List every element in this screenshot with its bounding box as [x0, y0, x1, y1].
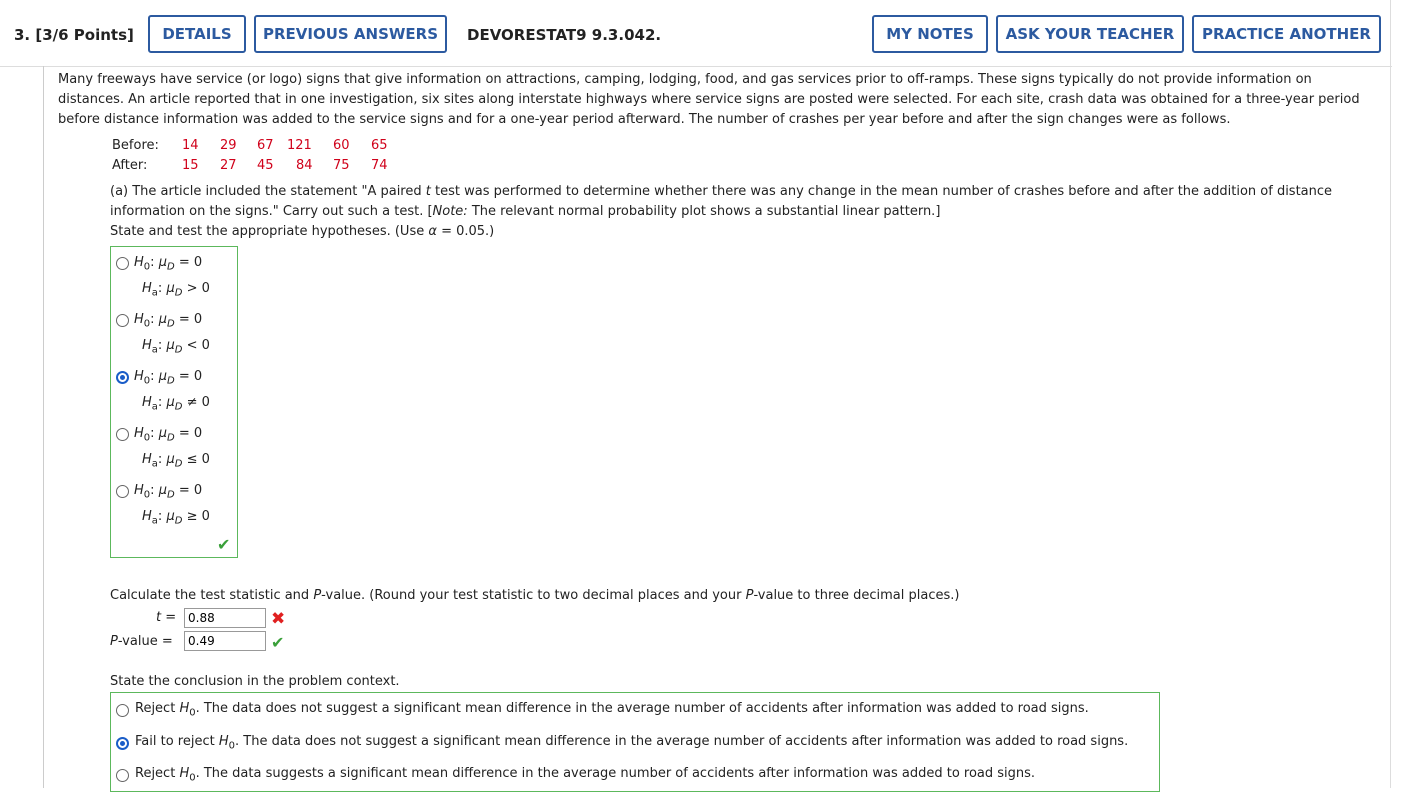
- conclusion-option[interactable]: [111, 701, 1151, 725]
- t-statistic-input[interactable]: [184, 608, 266, 628]
- null-hypothesis: $H_0$: $\mu_D = 0$: [134, 369, 203, 387]
- after-value: 74: [371, 158, 388, 173]
- t-statistic-label: t =: [156, 610, 177, 625]
- radio-button[interactable]: [116, 257, 129, 270]
- ask-teacher-button[interactable]: ASK YOUR TEACHER: [996, 15, 1184, 53]
- hypotheses-options: [110, 246, 238, 558]
- correct-check-icon: ✔: [271, 633, 285, 652]
- my-notes-button[interactable]: MY NOTES: [872, 15, 988, 53]
- before-value: 121: [287, 138, 312, 153]
- hypothesis-option[interactable]: [111, 312, 237, 362]
- null-hypothesis: $H_0$: $\mu_D = 0$: [134, 426, 203, 444]
- conclusion-options: [110, 692, 1160, 792]
- radio-button[interactable]: [116, 314, 129, 327]
- details-button[interactable]: DETAILS: [148, 15, 246, 53]
- after-value: 15: [182, 158, 199, 173]
- before-value: 29: [220, 138, 237, 153]
- hypothesis-option[interactable]: [111, 483, 237, 533]
- p-value-input[interactable]: [184, 631, 266, 651]
- null-hypothesis: $H_0$: $\mu_D = 0$: [134, 483, 203, 501]
- conclusion-text: Fail to reject $H_0$. The data does not suggest a significant mean difference in the average number of accidents after information was added to road signs.: [135, 734, 1129, 752]
- question-header: [0, 0, 1392, 67]
- right-divider: [1390, 0, 1391, 788]
- hypothesis-option[interactable]: [111, 426, 237, 476]
- alternative-hypothesis: $H_a$: $\mu_D < 0$: [142, 338, 210, 356]
- conclusion-text: Reject $H_0$. The data suggests a significant mean difference in the average number of accidents after information was added to road signs.: [135, 766, 1036, 784]
- radio-button-selected[interactable]: [116, 737, 129, 750]
- incorrect-cross-icon: ✖: [271, 609, 286, 629]
- radio-button-selected[interactable]: [116, 371, 129, 384]
- part-a-prompt: [110, 182, 1360, 242]
- conclusion-option[interactable]: [111, 734, 1151, 758]
- after-value: 84: [296, 158, 313, 173]
- conclusion-prompt: State the conclusion in the problem context.: [110, 674, 400, 689]
- null-hypothesis: $H_0$: $\mu_D = 0$: [134, 312, 203, 330]
- after-value: 45: [257, 158, 274, 173]
- practice-another-button[interactable]: PRACTICE ANOTHER: [1192, 15, 1381, 53]
- alternative-hypothesis: $H_a$: $\mu_D > 0$: [142, 281, 210, 299]
- before-label: Before:: [112, 138, 159, 153]
- left-divider: [43, 66, 44, 788]
- hypothesis-option[interactable]: [111, 255, 237, 305]
- problem-intro: Many freeways have service (or logo) signs that give information on attractions, camping, lodging, food, and gas services prior to off-ramps. These signs typically do not provide information on distances. An article reported that in one investigation, six sites along interstate highways where service signs are posted were selected. For each site, crash data was obtained for a three-year period before distance information was added to the service signs and for a one-year period afterward. The number of crashes per year before and after the sign changes were as follows.: [58, 72, 1360, 127]
- radio-button[interactable]: [116, 704, 129, 717]
- hypothesis-option[interactable]: [111, 369, 237, 419]
- before-value: 60: [333, 138, 350, 153]
- radio-button[interactable]: [116, 769, 129, 782]
- question-number: 3. [3/6 Points]: [14, 26, 134, 44]
- before-value: 65: [371, 138, 388, 153]
- before-value: 14: [182, 138, 199, 153]
- part-a-text: (a) The article included the statement "A paired t test was performed to determine whether there was any change in the mean number of crashes before and after the addition of distance information on the signs." Carry out such a test. [Note: The relevant normal probability plot shows a substantial linear pattern.]: [110, 184, 1333, 219]
- conclusion-text: Reject $H_0$. The data does not suggest a significant mean difference in the average number of accidents after information was added to road signs.: [135, 701, 1089, 719]
- after-label: After:: [112, 158, 148, 173]
- null-hypothesis: $H_0$: $\mu_D = 0$: [134, 255, 203, 273]
- previous-answers-button[interactable]: PREVIOUS ANSWERS: [254, 15, 447, 53]
- hypotheses-instruction: State and test the appropriate hypotheses. (Use α = 0.05.): [110, 224, 495, 239]
- alternative-hypothesis: $H_a$: $\mu_D \ne 0$: [142, 395, 210, 413]
- after-value: 75: [333, 158, 350, 173]
- calculate-prompt: Calculate the test statistic and P-value. (Round your test statistic to two decimal places and your P-value to three decimal places.): [110, 588, 960, 603]
- alternative-hypothesis: $H_a$: $\mu_D \ge 0$: [142, 509, 210, 527]
- before-value: 67: [257, 138, 274, 153]
- problem-code: DEVORESTAT9 9.3.042.: [467, 26, 662, 44]
- after-value: 27: [220, 158, 237, 173]
- radio-button[interactable]: [116, 485, 129, 498]
- radio-button[interactable]: [116, 428, 129, 441]
- alternative-hypothesis: $H_a$: $\mu_D \le 0$: [142, 452, 210, 470]
- correct-check-icon: ✔: [217, 535, 231, 554]
- conclusion-option[interactable]: [111, 766, 1151, 790]
- p-value-label: P-value =: [110, 634, 173, 649]
